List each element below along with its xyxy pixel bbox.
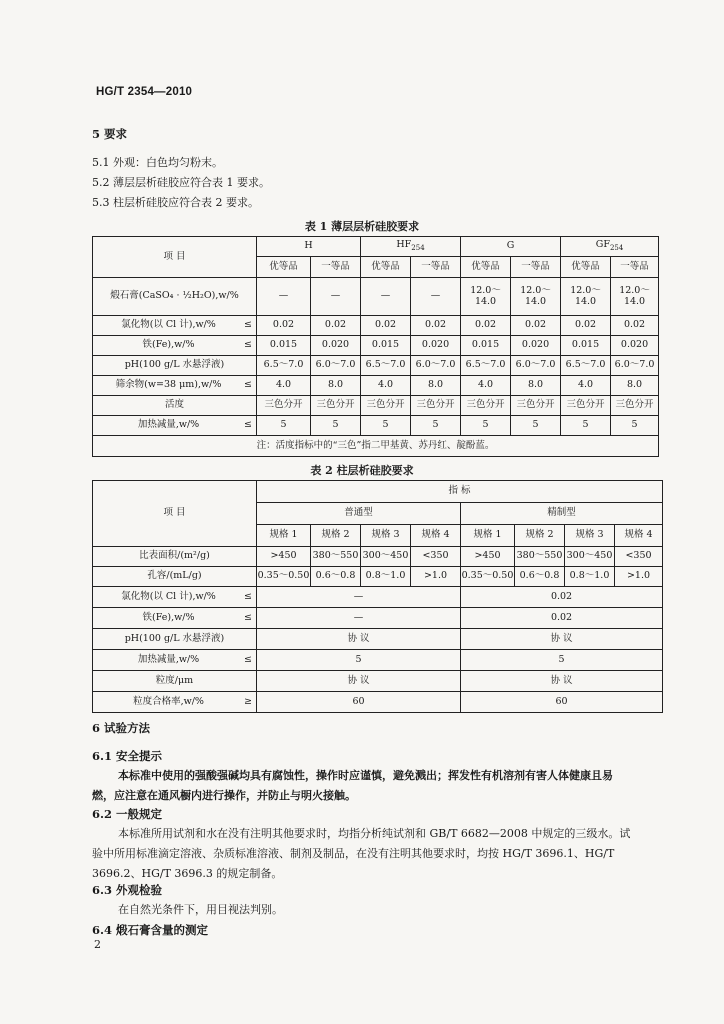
table-cell: 0.02 — [611, 316, 659, 336]
t1-grade-header: 一等品 — [311, 257, 361, 278]
table-cell: 0.02 — [257, 316, 311, 336]
table-cell: 0.8～1.0 — [361, 567, 411, 587]
table-cell: — — [411, 278, 461, 316]
t1-row-label — [93, 396, 257, 416]
table-cell: 300～450 — [361, 547, 411, 567]
table-cell: 0.015 — [561, 336, 611, 356]
table-cell: 三色分开 — [411, 396, 461, 416]
table-cell: 12.0～14.0 — [611, 278, 659, 316]
table-cell: 8.0 — [611, 376, 659, 396]
section-5-heading: 5 要求 — [92, 127, 128, 141]
t2-type-normal: 普通型 — [257, 503, 461, 525]
table-cell: <350 — [615, 547, 663, 567]
table-cell: 协 议 — [257, 629, 461, 650]
table-row — [93, 376, 659, 396]
table-cell: 4.0 — [561, 376, 611, 396]
table-cell: 6.0～7.0 — [411, 356, 461, 376]
comparison-sign: ≤ — [244, 379, 252, 391]
table-cell: 6.5～7.0 — [257, 356, 311, 376]
table-cell: 4.0 — [461, 376, 511, 396]
table-cell: 三色分开 — [511, 396, 561, 416]
table-cell: 0.02 — [361, 316, 411, 336]
table-cell: 300～450 — [565, 547, 615, 567]
t2-item-header: 项 目 — [93, 481, 257, 547]
clause-6-1-heading: 6.1 安全提示 — [92, 749, 163, 763]
t2-spec-header: 规格 4 — [615, 525, 663, 547]
t2-spec-header: 规格 3 — [361, 525, 411, 547]
table-cell: 4.0 — [257, 376, 311, 396]
row-label-text: 氯化物(以 Cl 计),w/% — [121, 319, 216, 331]
table-row — [93, 587, 663, 608]
clause-6-3-text: 在自然光条件下，用目视法判别。 — [118, 903, 283, 916]
t1-grade-header: 优等品 — [461, 257, 511, 278]
table-cell: 380～550 — [515, 547, 565, 567]
t1-row-label — [93, 278, 257, 316]
t1-group-h: H — [257, 237, 361, 257]
comparison-sign: ≥ — [244, 695, 252, 707]
table-2 — [92, 480, 663, 713]
table-cell: 0.020 — [511, 336, 561, 356]
table-cell: 0.35～0.50 — [461, 567, 515, 587]
table-cell: 0.015 — [361, 336, 411, 356]
table-cell: 12.0～14.0 — [511, 278, 561, 316]
comparison-sign: ≤ — [244, 611, 252, 623]
table-cell: 5 — [461, 650, 663, 671]
table-cell: >450 — [257, 547, 311, 567]
table-cell: — — [257, 278, 311, 316]
row-label-text: 铁(Fe),w/% — [142, 339, 195, 351]
table-cell: 60 — [461, 692, 663, 713]
t2-row-label: 比表面积/(m²/g) — [93, 547, 257, 567]
table-cell: 0.02 — [561, 316, 611, 336]
t1-group-g: G — [461, 237, 561, 257]
t1-row-label — [93, 316, 257, 336]
table-cell: >1.0 — [615, 567, 663, 587]
t2-spec-header: 规格 1 — [461, 525, 515, 547]
row-label-text: 活度 — [164, 399, 184, 411]
table-cell: 6.0～7.0 — [311, 356, 361, 376]
table-row — [93, 416, 659, 436]
t2-row-label — [93, 650, 257, 671]
table-row — [93, 629, 663, 650]
clause-6-3-heading: 6.3 外观检验 — [92, 883, 163, 897]
row-label-text: 铁(Fe),w/% — [142, 611, 195, 623]
standard-id: HG/T 2354—2010 — [96, 86, 193, 98]
t1-row-label — [93, 376, 257, 396]
t2-row-label — [93, 629, 257, 650]
t1-group-gf254: $GF_{254}$ — [561, 237, 659, 257]
t1-row-label — [93, 416, 257, 436]
clause-6-2-text: 本标准所用试剂和水在没有注明其他要求时，均指分析纯试剂和 GB/T 6682—2008 中规定的三级水。试验中所用标准滴定溶液、杂质标准溶液、制剂及制品，在没有注明其他要求时，均按 HG/T 3696.1、HG/T 3696.2、HG/T 3696.3 的规定制备。 — [92, 827, 631, 880]
table-1-title: 表 1 薄层层析硅胶要求 — [304, 220, 420, 233]
table-cell: 三色分开 — [461, 396, 511, 416]
table-cell: 三色分开 — [311, 396, 361, 416]
t2-spec-header: 规格 4 — [411, 525, 461, 547]
table-cell: 6.5～7.0 — [561, 356, 611, 376]
t2-spec-header: 规格 3 — [565, 525, 615, 547]
table-cell: 协 议 — [461, 671, 663, 692]
table-cell: — — [311, 278, 361, 316]
clause-5-3: 5.3 柱层析硅胶应符合表 2 要求。 — [92, 196, 259, 209]
clause-6-1-text: 本标准中使用的强酸强碱均具有腐蚀性，操作时应谨慎，避免溅出；挥发性有机溶剂有害人体健康且易燃，应注意在通风橱内进行操作，并防止与明火接触。 — [92, 769, 613, 802]
row-label-text: 粒度/μm — [155, 674, 194, 686]
table-cell: 8.0 — [511, 376, 561, 396]
table-row — [93, 316, 659, 336]
table-row — [93, 396, 659, 416]
table-row — [93, 671, 663, 692]
clause-6-4-heading: 6.4 煅石膏含量的测定 — [92, 923, 209, 937]
row-label-text: pH(100 g/L 水悬浮液) — [124, 359, 225, 371]
t1-grade-header: 一等品 — [611, 257, 659, 278]
clause-6-2-heading: 6.2 一般规定 — [92, 807, 163, 821]
row-label-text: 粒度合格率,w/% — [133, 695, 204, 707]
table-cell: 4.0 — [361, 376, 411, 396]
t1-group-hf254: $HF_{254}$ — [361, 237, 461, 257]
table-2-title: 表 2 柱层析硅胶要求 — [310, 464, 414, 477]
t1-row-label — [93, 336, 257, 356]
table-cell: 协 议 — [257, 671, 461, 692]
table-row — [93, 336, 659, 356]
table-cell: 0.02 — [461, 608, 663, 629]
table-cell: 5 — [361, 416, 411, 436]
table-cell: 5 — [561, 416, 611, 436]
table-cell: 三色分开 — [257, 396, 311, 416]
t1-grade-header: 一等品 — [511, 257, 561, 278]
table-cell: <350 — [411, 547, 461, 567]
table-row — [93, 278, 659, 316]
t1-grade-header: 优等品 — [361, 257, 411, 278]
t2-row-label: 孔容/(mL/g) — [93, 567, 257, 587]
t2-spec-header: 规格 2 — [515, 525, 565, 547]
table-cell: 0.020 — [411, 336, 461, 356]
row-label-text: 煅石膏(CaSO₄ · ½H₂O),w/% — [110, 290, 239, 302]
t2-spec-header: 规格 2 — [311, 525, 361, 547]
t1-item-header: 项 目 — [93, 237, 257, 278]
table-cell: 0.015 — [461, 336, 511, 356]
table-cell: 0.02 — [411, 316, 461, 336]
t2-spec-header: 规格 1 — [257, 525, 311, 547]
table-cell: 5 — [611, 416, 659, 436]
t1-grade-header: 优等品 — [561, 257, 611, 278]
table-cell: 6.5～7.0 — [461, 356, 511, 376]
table-cell: — — [257, 608, 461, 629]
table-cell: >1.0 — [411, 567, 461, 587]
table-cell: 0.02 — [311, 316, 361, 336]
t2-row-label — [93, 671, 257, 692]
t2-row-label — [93, 587, 257, 608]
table-cell: 380～550 — [311, 547, 361, 567]
table-cell: 三色分开 — [361, 396, 411, 416]
clause-5-2: 5.2 薄层层析硅胶应符合表 1 要求。 — [92, 176, 270, 189]
table-cell: — — [361, 278, 411, 316]
t1-grade-header: 一等品 — [411, 257, 461, 278]
table-cell: 12.0～14.0 — [561, 278, 611, 316]
table-cell: 三色分开 — [611, 396, 659, 416]
table-cell: 60 — [257, 692, 461, 713]
table-cell: 8.0 — [311, 376, 361, 396]
table-row — [93, 547, 663, 567]
t1-grade-header: 优等品 — [257, 257, 311, 278]
t1-note: 注：活度指标中的“三色”指二甲基黄、苏丹红、靛酚蓝。 — [93, 436, 659, 457]
table-row — [93, 567, 663, 587]
row-label-text: 筛余物(w=38 μm),w/% — [115, 379, 222, 391]
table-cell: 0.8～1.0 — [565, 567, 615, 587]
table-cell: 0.020 — [611, 336, 659, 356]
table-cell: 0.020 — [311, 336, 361, 356]
t1-row-label — [93, 356, 257, 376]
table-cell: 5 — [411, 416, 461, 436]
row-label-text: 加热减量,w/% — [137, 653, 200, 665]
clause-5-1: 5.1 外观：白色均匀粉末。 — [92, 156, 223, 169]
table-cell: 协 议 — [461, 629, 663, 650]
t2-row-label — [93, 608, 257, 629]
section-6-heading: 6 试验方法 — [92, 721, 151, 735]
t2-type-refined: 精制型 — [461, 503, 663, 525]
comparison-sign: ≤ — [244, 339, 252, 351]
table-cell: 0.6～0.8 — [515, 567, 565, 587]
table-cell: 12.0～14.0 — [461, 278, 511, 316]
comparison-sign: ≤ — [244, 419, 252, 431]
row-label-text: pH(100 g/L 水悬浮液) — [124, 632, 225, 644]
comparison-sign: ≤ — [244, 653, 252, 665]
table-row — [93, 692, 663, 713]
table-cell: 5 — [511, 416, 561, 436]
table-cell: 5 — [257, 650, 461, 671]
table-cell: 5 — [311, 416, 361, 436]
t2-row-label — [93, 692, 257, 713]
table-cell: 0.02 — [461, 587, 663, 608]
table-cell: >450 — [461, 547, 515, 567]
table-cell: 5 — [257, 416, 311, 436]
table-cell: 0.015 — [257, 336, 311, 356]
row-label-text: 氯化物(以 Cl 计),w/% — [121, 590, 216, 602]
row-label-text: 加热减量,w/% — [137, 419, 200, 431]
comparison-sign: ≤ — [244, 590, 252, 602]
table-row — [93, 608, 663, 629]
comparison-sign: ≤ — [244, 319, 252, 331]
table-cell: 5 — [461, 416, 511, 436]
table-cell: 0.02 — [511, 316, 561, 336]
table-cell: 6.0～7.0 — [511, 356, 561, 376]
table-cell: 0.6～0.8 — [311, 567, 361, 587]
table-1 — [92, 236, 659, 457]
table-row — [93, 650, 663, 671]
table-row — [93, 356, 659, 376]
table-cell: 0.35～0.50 — [257, 567, 311, 587]
table-cell: — — [257, 587, 461, 608]
table-cell: 三色分开 — [561, 396, 611, 416]
t2-index-header: 指 标 — [257, 481, 663, 503]
page-number: 2 — [94, 938, 101, 951]
table-cell: 8.0 — [411, 376, 461, 396]
table-cell: 6.5～7.0 — [361, 356, 411, 376]
table-cell: 6.0～7.0 — [611, 356, 659, 376]
table-cell: 0.02 — [461, 316, 511, 336]
